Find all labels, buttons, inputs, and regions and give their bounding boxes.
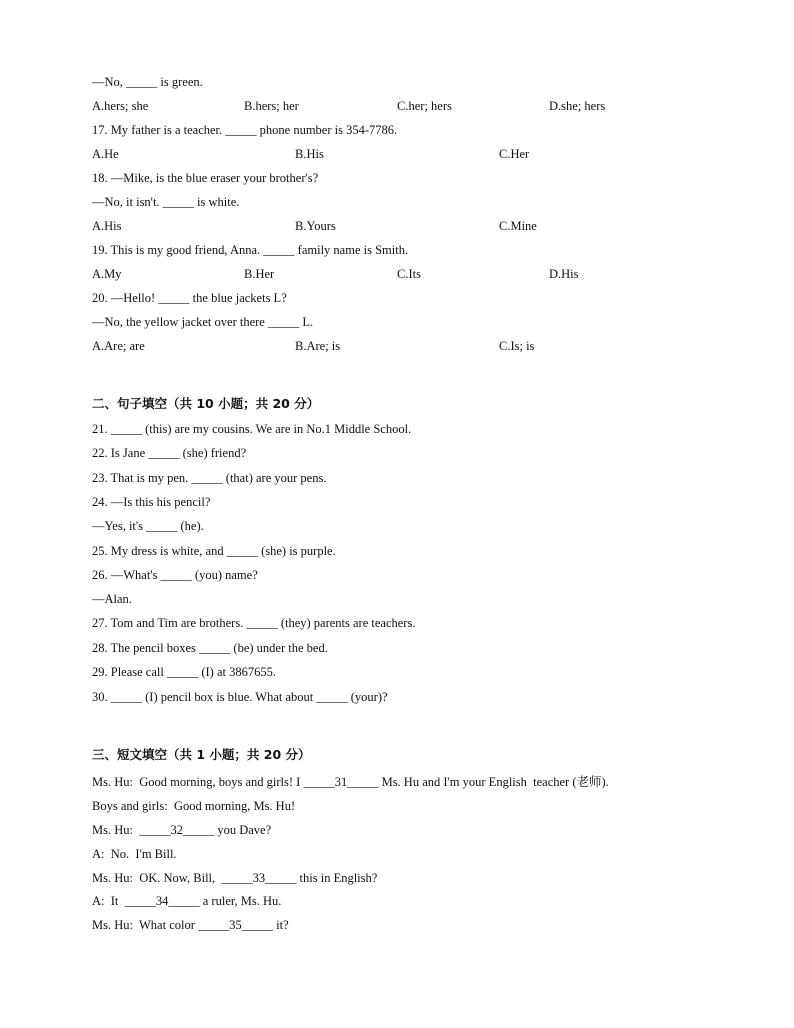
q18-options (92, 218, 712, 234)
dialogue-line: A: It _____34_____ a ruler, Ms. Hu. (92, 894, 282, 908)
option-a: A.My (92, 267, 122, 281)
option-a: A.He (92, 147, 119, 161)
q19-text: 19. This is my good friend, Anna. _____ family name is Smith. (92, 243, 409, 257)
q30-text: 30. _____ (I) pencil box is blue. What about _____ (your)? (92, 690, 388, 704)
option-b: B.Yours (295, 219, 336, 233)
dialogue-line: Ms. Hu: What color _____35_____ it? (92, 918, 289, 932)
option-c: C.Its (397, 267, 421, 281)
q23-text: 23. That is my pen. _____ (that) are your pens. (92, 471, 327, 485)
q20-options (92, 338, 712, 354)
q18-answer-line: —No, it isn't. _____ is white. (92, 195, 240, 209)
q27-text: 27. Tom and Tim are brothers. _____ (they) parents are teachers. (92, 616, 416, 630)
q26-answer-line: —Alan. (92, 592, 132, 606)
q21-text: 21. _____ (this) are my cousins. We are in No.1 Middle School. (92, 422, 412, 436)
q24-answer-line: —Yes, it's _____ (he). (92, 519, 204, 533)
section-2-heading: 二、句子填空（共 10 小题；共 20 分） (92, 396, 320, 411)
q17-options (92, 146, 712, 162)
option-a: A.hers; she (92, 99, 149, 113)
section-3-heading: 三、短文填空（共 1 小题；共 20 分） (92, 747, 311, 762)
q20-answer-line: —No, the yellow jacket over there _____ L. (92, 315, 314, 329)
q25-text: 25. My dress is white, and _____ (she) is purple. (92, 544, 336, 558)
q16-answer-line: —No, _____ is green. (92, 75, 203, 89)
q28-text: 28. The pencil boxes _____ (be) under the bed. (92, 641, 328, 655)
option-a: A.His (92, 219, 122, 233)
option-c: C.Is; is (499, 339, 535, 353)
q26-text: 26. —What's _____ (you) name? (92, 568, 258, 582)
option-b: B.His (295, 147, 324, 161)
option-b: B.Her (244, 267, 275, 281)
option-b: B.Are; is (295, 339, 341, 353)
option-c: C.Mine (499, 219, 537, 233)
q24-text: 24. —Is this his pencil? (92, 495, 211, 509)
dialogue-line: A: No. I'm Bill. (92, 847, 177, 861)
q19-options (92, 266, 712, 282)
dialogue-line: Ms. Hu: OK. Now, Bill, _____33_____ this in English? (92, 871, 378, 885)
q17-text: 17. My father is a teacher. _____ phone number is 354-7786. (92, 123, 398, 137)
option-c: C.Her (499, 147, 530, 161)
option-d: D.she; hers (549, 99, 606, 113)
q20-text: 20. —Hello! _____ the blue jackets L? (92, 291, 287, 305)
option-c: C.her; hers (397, 99, 452, 113)
dialogue-line: Boys and girls: Good morning, Ms. Hu! (92, 799, 296, 813)
q29-text: 29. Please call _____ (I) at 3867655. (92, 665, 276, 679)
q22-text: 22. Is Jane _____ (she) friend? (92, 446, 247, 460)
q16-options (92, 98, 712, 114)
option-a: A.Are; are (92, 339, 145, 353)
option-b: B.hers; her (244, 99, 299, 113)
q18-text: 18. —Mike, is the blue eraser your brother's? (92, 171, 319, 185)
option-d: D.His (549, 267, 579, 281)
dialogue-line: Ms. Hu: Good morning, boys and girls! I _____31_____ Ms. Hu and I'm your English teacher (老师). (92, 775, 609, 789)
dialogue-line: Ms. Hu: _____32_____ you Dave? (92, 823, 272, 837)
